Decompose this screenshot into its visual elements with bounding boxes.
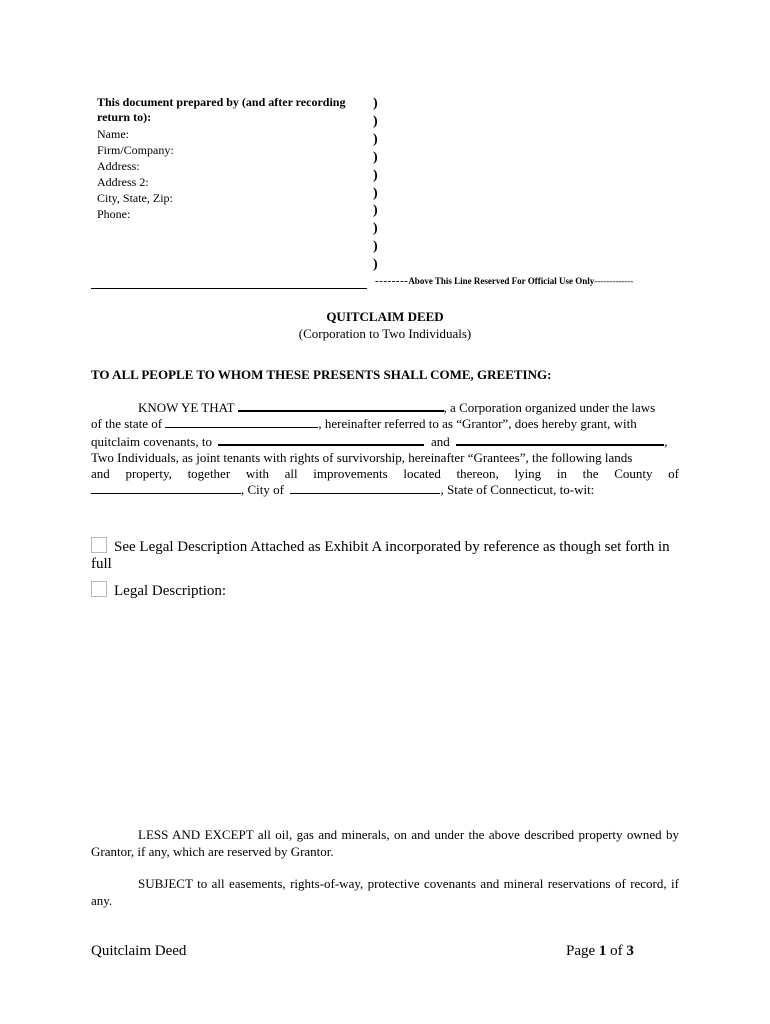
paren: ) [373, 221, 378, 237]
phone-field-label: Phone: [97, 207, 131, 221]
preparer-heading: This document prepared by (and after recording return to): [97, 95, 346, 124]
paren: ) [373, 257, 378, 273]
city-blank[interactable] [290, 482, 440, 494]
conveyance-paragraph [91, 399, 679, 499]
deed-subtitle: (Corporation to Two Individuals) [298, 326, 472, 341]
preparer-fields [97, 126, 174, 222]
comma-text: , [664, 433, 668, 449]
legal-description-label: Legal Description: [114, 583, 227, 599]
exhibit-a-checkbox[interactable] [91, 537, 107, 553]
official-dashes-right: ------------- [594, 276, 634, 286]
body-line-6 [91, 482, 679, 498]
deed-title: QUITCLAIM DEED [326, 309, 444, 324]
paren: ) [373, 185, 378, 201]
firm-field-label: Firm/Company: [97, 143, 174, 157]
grantor-name-blank[interactable] [238, 399, 444, 412]
paren: ) [373, 96, 378, 111]
subject-to-clause [91, 875, 679, 909]
body-line-1 [91, 399, 679, 416]
paren: ) [373, 149, 378, 165]
body-line-3 [91, 433, 679, 450]
address-field-label: Address: [97, 159, 140, 173]
body-line-4: Two Individuals, as joint tenants with rights of survivorship, hereinafter “Grantees”, the following lands [91, 449, 633, 465]
deed-greeting: TO ALL PEOPLE TO WHOM THESE PRESENTS SHALL COME, GREETING: [91, 367, 552, 382]
less-and-except-text: LESS AND EXCEPT all oil, gas and minerals, on and under the above described property owned by Grantor, if any, which are reserved by Grantor. [91, 827, 679, 859]
grantor-text: , hereinafter referred to as “Grantor”, does hereby grant, with [318, 416, 637, 432]
exhibit-a-option [91, 537, 681, 573]
paren: ) [373, 203, 378, 219]
page-total: 3 [626, 943, 634, 959]
city-state-zip-field-label: City, State, Zip: [97, 191, 173, 205]
city-of-text: , City of [241, 482, 284, 498]
exhibit-a-label: See Legal Description Attached as Exhibit A incorporated by reference as though set forth in full [91, 539, 670, 572]
page-current: 1 [598, 943, 607, 959]
quitclaim-to-text: quitclaim covenants, to [91, 433, 212, 449]
footer-document-name: Quitclaim Deed [91, 943, 187, 959]
county-blank[interactable] [91, 482, 241, 494]
name-field-label: Name: [97, 127, 129, 141]
corporation-text: , a Corporation organized under the laws [443, 400, 656, 415]
and-text: and [430, 433, 450, 449]
less-and-except-clause [91, 826, 679, 860]
recording-divider-line [91, 288, 367, 289]
paren: ) [373, 131, 378, 147]
state-of-connecticut-text: , State of Connecticut, to-wit: [440, 482, 595, 498]
official-use-notice [375, 275, 633, 287]
official-use-text: Above This Line Reserved For Official Use Only [408, 276, 595, 286]
state-of-text: of the state of [91, 416, 163, 432]
legal-description-checkbox[interactable] [91, 581, 107, 597]
know-ye-text: KNOW YE THAT [138, 400, 235, 415]
paren-column [373, 95, 378, 274]
official-dashes-left: -------- [375, 275, 409, 287]
grantee1-name-blank[interactable] [218, 433, 424, 446]
footer-page-number [566, 943, 634, 960]
page-of: of [606, 943, 627, 959]
paren: ) [373, 167, 378, 183]
subject-to-text: SUBJECT to all easements, rights-of-way, protective covenants and mineral reservations of record, if any. [91, 876, 679, 908]
paren: ) [373, 113, 378, 129]
legal-description-option [91, 581, 681, 600]
address2-field-label: Address 2: [97, 175, 149, 189]
body-line-5: and property, together with all improvements located thereon, lying in the County of [91, 466, 679, 482]
paren: ) [373, 239, 378, 255]
body-line-2 [91, 416, 679, 432]
state-blank[interactable] [165, 416, 318, 428]
grantee2-name-blank[interactable] [456, 433, 664, 446]
page-prefix: Page [566, 943, 599, 959]
